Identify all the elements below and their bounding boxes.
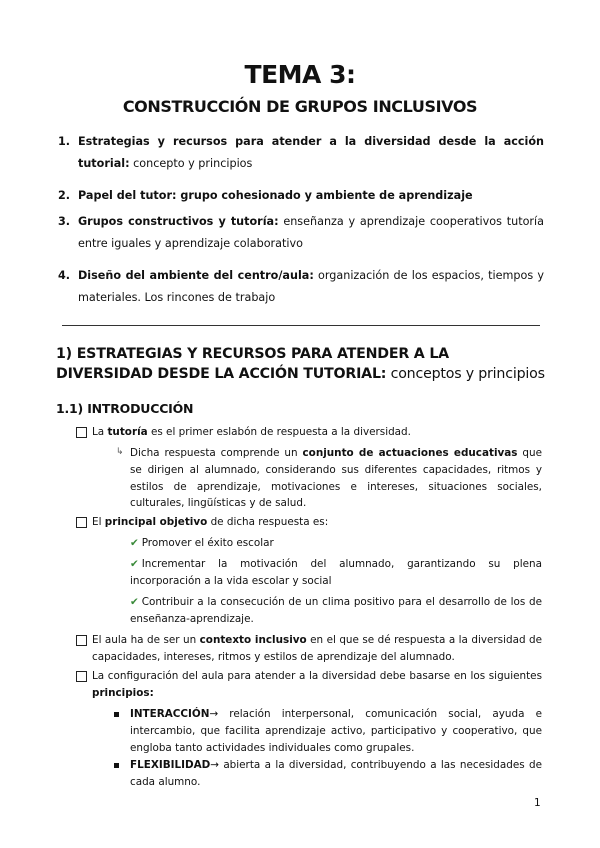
- section-heading-bold: 1) ESTRATEGIAS Y RECURSOS PARA ATENDER A LA DIVERSIDAD DESDE LA ACCIÓN TUTORIAL:: [56, 346, 449, 382]
- toc-text: enseñanza y aprendizaje cooperativos tutoría entre iguales y aprendizaje colaborativo: [78, 215, 544, 250]
- text-fragment: es el primer eslabón de respuesta a la diversidad.: [147, 426, 411, 438]
- check-item-text: Contribuir a la consecución de un clima positivo para el desarrollo de los de enseñanza-aprendizaje.: [130, 596, 542, 625]
- check-item: [130, 556, 542, 590]
- checkbox[interactable]: [76, 517, 87, 528]
- check-icon: ✔: [130, 596, 139, 608]
- text-fragment: El aula ha de ser un: [92, 634, 200, 646]
- principle-text: → abierta a la diversidad, contribuyendo a las necesidades de cada alumno.: [130, 759, 542, 788]
- toc-item: [58, 265, 544, 309]
- checkbox[interactable]: [76, 671, 87, 682]
- toc-bold-text: Papel del tutor: grupo cohesionado y ambiente de aprendizaje: [78, 189, 473, 202]
- text-fragment: El: [92, 516, 105, 528]
- list-item: [80, 514, 542, 531]
- text-fragment: La configuración del aula para atender a la diversidad debe basarse en los siguientes: [92, 670, 542, 682]
- toc-bold-text: Diseño del ambiente del centro/aula:: [78, 269, 314, 282]
- square-bullet-icon: [114, 763, 119, 768]
- list-item: [80, 668, 542, 702]
- list-item: [80, 632, 542, 666]
- toc-text: organización de los espacios, tiempos y materiales. Los rincones de trabajo: [78, 269, 544, 304]
- page-title: TEMA 3:: [244, 60, 356, 89]
- toc-text: concepto y principios: [129, 157, 253, 170]
- principle-item: [130, 706, 542, 757]
- text-fragment: La: [92, 426, 108, 438]
- subsection-heading: 1.1) INTRODUCCIÓN: [56, 401, 194, 416]
- list-item-text: [80, 632, 542, 666]
- text-fragment: en el que se dé respuesta a la diversidad de capacidades, intereses, ritmos y estilos de aprendizaje del alumnado.: [92, 634, 542, 663]
- return-arrow-icon: ↳: [116, 447, 124, 457]
- text-bold: conjunto de actuaciones educativas: [302, 447, 518, 459]
- toc-bold-text: Estrategias y recursos para atender a la diversidad desde la acción tutorial:: [78, 135, 544, 170]
- page-number: 1: [534, 797, 541, 809]
- toc-bold-text: Grupos constructivos y tutoría:: [78, 215, 279, 228]
- text-bold: tutoría: [107, 426, 148, 438]
- list-item-text: [80, 668, 542, 702]
- list-item: [80, 424, 542, 441]
- toc-number: 1.: [58, 135, 71, 148]
- text-bold: principios:: [92, 686, 154, 699]
- principle-text: → relación interpersonal, comunicación social, ayuda e intercambio, que facilita aprendizaje activo, participativo y cooperativo, que engloba tanto actividades individuales como grupales.: [130, 708, 542, 754]
- check-icon: ✔: [130, 558, 139, 570]
- toc-number: 3.: [58, 215, 71, 228]
- checkbox[interactable]: [76, 635, 87, 646]
- check-icon: ✔: [130, 537, 139, 549]
- principle-name: INTERACCIÓN: [130, 708, 210, 720]
- checkbox[interactable]: [76, 427, 87, 438]
- sub-paragraph: [130, 445, 542, 512]
- list-item-text: [80, 424, 542, 441]
- section-heading-light: conceptos y principios: [386, 366, 545, 382]
- toc-item: [58, 211, 544, 255]
- text-bold: principal objetivo: [104, 516, 208, 528]
- text-bold: contexto inclusivo: [199, 634, 307, 646]
- principle-item: [130, 757, 542, 791]
- list-item-text: [80, 514, 542, 531]
- check-item: [130, 535, 542, 552]
- page-subtitle: CONSTRUCCIÓN DE GRUPOS INCLUSIVOS: [122, 97, 478, 116]
- toc-number: 4.: [58, 269, 71, 282]
- square-bullet-icon: [114, 712, 119, 717]
- text-fragment: de dicha respuesta es:: [207, 516, 329, 528]
- check-item-text: Promover el éxito escolar: [141, 537, 274, 549]
- text-fragment: Dicha respuesta comprende un: [130, 447, 303, 459]
- divider: [62, 325, 540, 326]
- check-item: [130, 594, 542, 628]
- principle-name: FLEXIBILIDAD: [130, 759, 211, 771]
- text-fragment: que se dirigen al alumnado, considerando sus diferentes capacidades, ritmos y estilos de aprendizaje, motivaciones e intereses, situaciones sociales, culturales, lingüísticas y de salud.: [130, 447, 542, 510]
- check-item-text: Incrementar la motivación del alumnado, garantizando su plena incorporación a la vida escolar y social: [130, 558, 542, 587]
- toc-number: 2.: [58, 189, 71, 202]
- toc-item: [58, 131, 544, 175]
- section-heading: [56, 344, 546, 384]
- toc-item: [58, 185, 544, 207]
